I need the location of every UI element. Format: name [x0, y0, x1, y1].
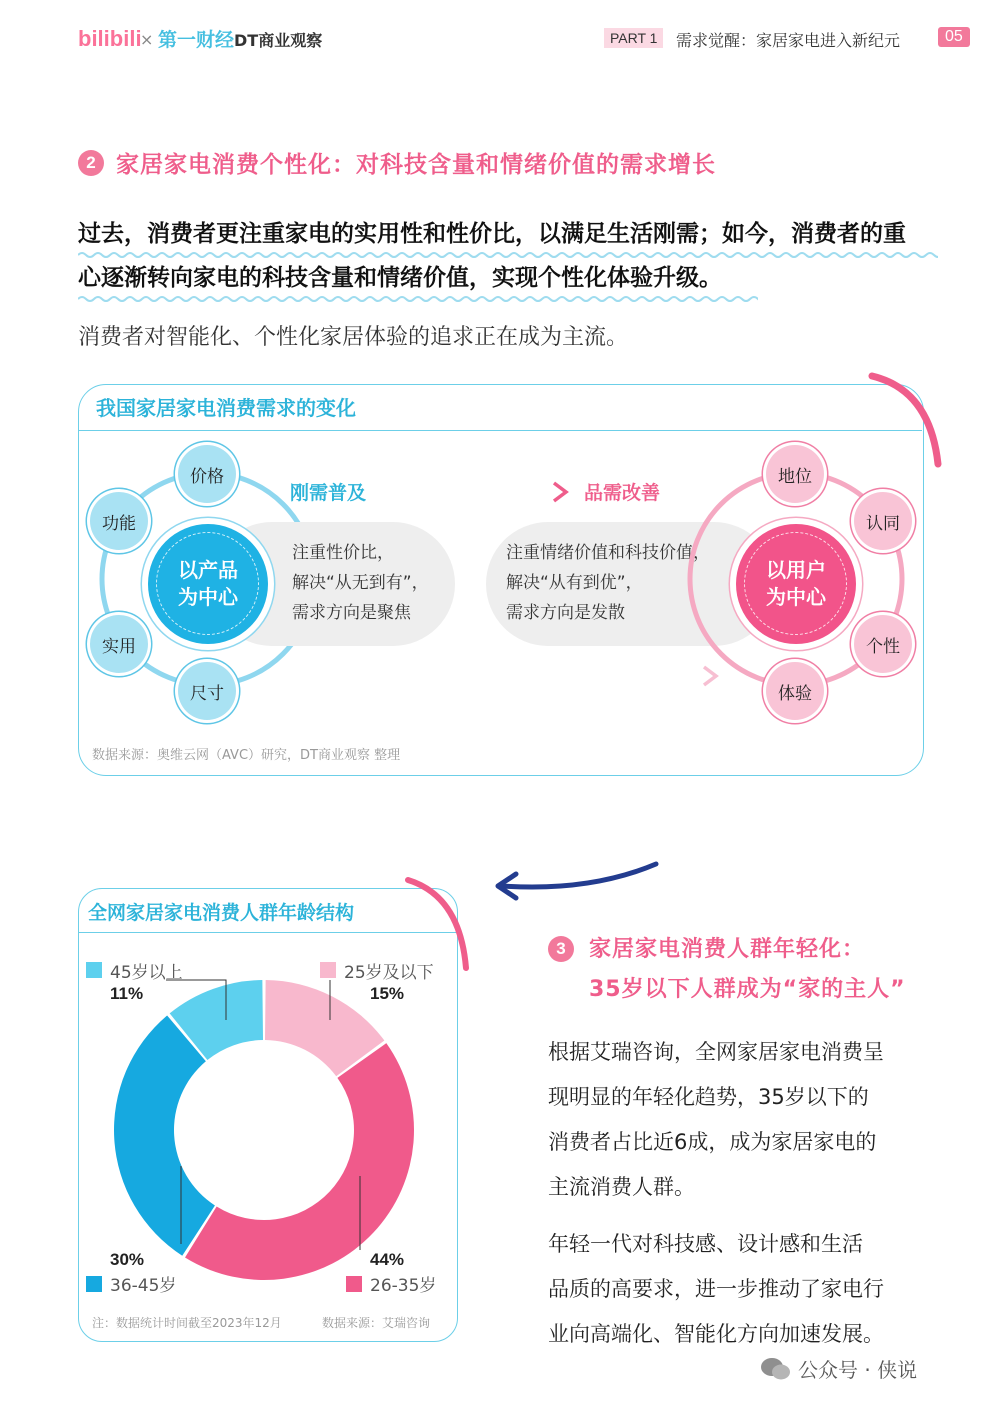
desc-line: 注重性价比， — [292, 543, 394, 563]
desc-line: 解决“从有到优”， — [506, 573, 643, 593]
node-size: 尺寸 — [178, 662, 236, 720]
phase-to-label: 品需改善 — [584, 482, 661, 504]
center-label: 为中心 — [178, 585, 238, 609]
part-badge: PART 1 — [604, 28, 663, 48]
section-number-badge: 3 — [548, 936, 574, 962]
node-function: 功能 — [90, 492, 148, 550]
lead-line: 心逐渐转向家电的科技含量和情绪价值，实现个性化体验升级。 — [78, 265, 722, 291]
node-identity: 认同 — [854, 492, 912, 550]
legend-value: 11% — [110, 984, 144, 1003]
section-title — [589, 930, 906, 1010]
age-donut-chart — [88, 966, 448, 1286]
dt-logo: DT商业观察 — [234, 31, 323, 50]
dashed-ring — [744, 532, 847, 635]
product-center-circle — [148, 524, 268, 644]
yicai-logo: 第一财经 — [158, 29, 235, 51]
section3-paragraph — [548, 1030, 948, 1210]
para-line: 消费者占比近6成，成为家居家电的 — [548, 1130, 877, 1154]
lead-line: 过去，消费者更注重家电的实用性和性价比，以满足生活刚需；如今，消费者的重 — [78, 221, 906, 247]
wechat-icon — [760, 1356, 792, 1382]
para-line: 业向高端化、智能化方向加速发展。 — [548, 1322, 884, 1346]
section-title: 家居家电消费个性化：对科技含量和情绪价值的需求增长 — [116, 152, 716, 178]
node-practical: 实用 — [90, 615, 148, 673]
progress-arrow — [290, 664, 722, 688]
watermark: 公众号 · 侠说 — [798, 1358, 918, 1382]
para-line: 主流消费人群。 — [548, 1175, 695, 1199]
header-title: 需求觉醒：家居家电进入新纪元 — [676, 31, 901, 50]
node-personality: 个性 — [854, 615, 912, 673]
card-title: 全网家居家电消费人群年龄结构 — [88, 902, 355, 924]
desc-line: 注重情绪价值和科技价值， — [506, 543, 710, 563]
card2-source: 数据来源：艾瑞咨询 — [322, 1316, 431, 1330]
page-number: 05 — [938, 27, 970, 47]
legend-value: 30% — [110, 1250, 145, 1269]
left-description — [292, 538, 429, 628]
node-experience: 体验 — [766, 662, 824, 720]
title-line: 35岁以下人群成为“家的主人” — [589, 977, 906, 1002]
title-line: 家居家电消费人群年轻化： — [589, 937, 866, 962]
phase-from-label: 刚需普及 — [290, 482, 367, 504]
body-text: 消费者对智能化、个性化家居体验的追求正在成为主流。 — [78, 325, 629, 350]
para-line: 现明显的年轻化趋势，35岁以下的 — [548, 1085, 869, 1109]
legend-label: 45岁以上 — [110, 963, 183, 983]
phase-arrow — [388, 480, 578, 504]
card-title: 我国家居家电消费需求的变化 — [96, 396, 356, 420]
bilibili-logo: bilibili — [78, 26, 142, 51]
section3-paragraph — [548, 1222, 948, 1357]
desc-line: 解决“从无到有”， — [292, 573, 429, 593]
divider — [78, 430, 922, 431]
desc-line: 需求方向是发散 — [506, 603, 625, 623]
para-line: 根据艾瑞咨询，全网家居家电消费呈 — [548, 1040, 884, 1064]
wavy-underline — [78, 294, 758, 304]
card2-note: 注：数据统计时间截至2023年12月 — [92, 1316, 282, 1330]
logo-separator: × — [140, 30, 154, 49]
center-label: 以产品 — [178, 558, 238, 582]
legend-label: 26-35岁 — [370, 1276, 437, 1296]
node-price: 价格 — [178, 445, 236, 503]
node-status: 地位 — [766, 445, 824, 503]
donut-slice-1 — [185, 1043, 414, 1280]
donut-slice-2 — [114, 1015, 215, 1255]
legend-value: 44% — [370, 1250, 405, 1269]
center-label: 为中心 — [766, 585, 826, 609]
legend-label: 25岁及以下 — [344, 963, 434, 983]
para-line: 品质的高要求，进一步推动了家电行 — [548, 1277, 884, 1301]
center-label: 以用户 — [766, 558, 826, 582]
para-line: 年轻一代对科技感、设计感和生活 — [548, 1232, 863, 1256]
legend-label: 36-45岁 — [110, 1276, 177, 1296]
curved-arrow — [480, 852, 670, 912]
user-center-circle — [736, 524, 856, 644]
card1-source: 数据来源：奥维云网（AVC）研究，DT商业观察 整理 — [92, 748, 401, 763]
section-number-badge: 2 — [78, 150, 104, 176]
wavy-underline — [78, 250, 938, 260]
legend-value: 15% — [370, 984, 405, 1003]
dashed-ring — [156, 532, 259, 635]
desc-line: 需求方向是聚焦 — [292, 603, 411, 623]
